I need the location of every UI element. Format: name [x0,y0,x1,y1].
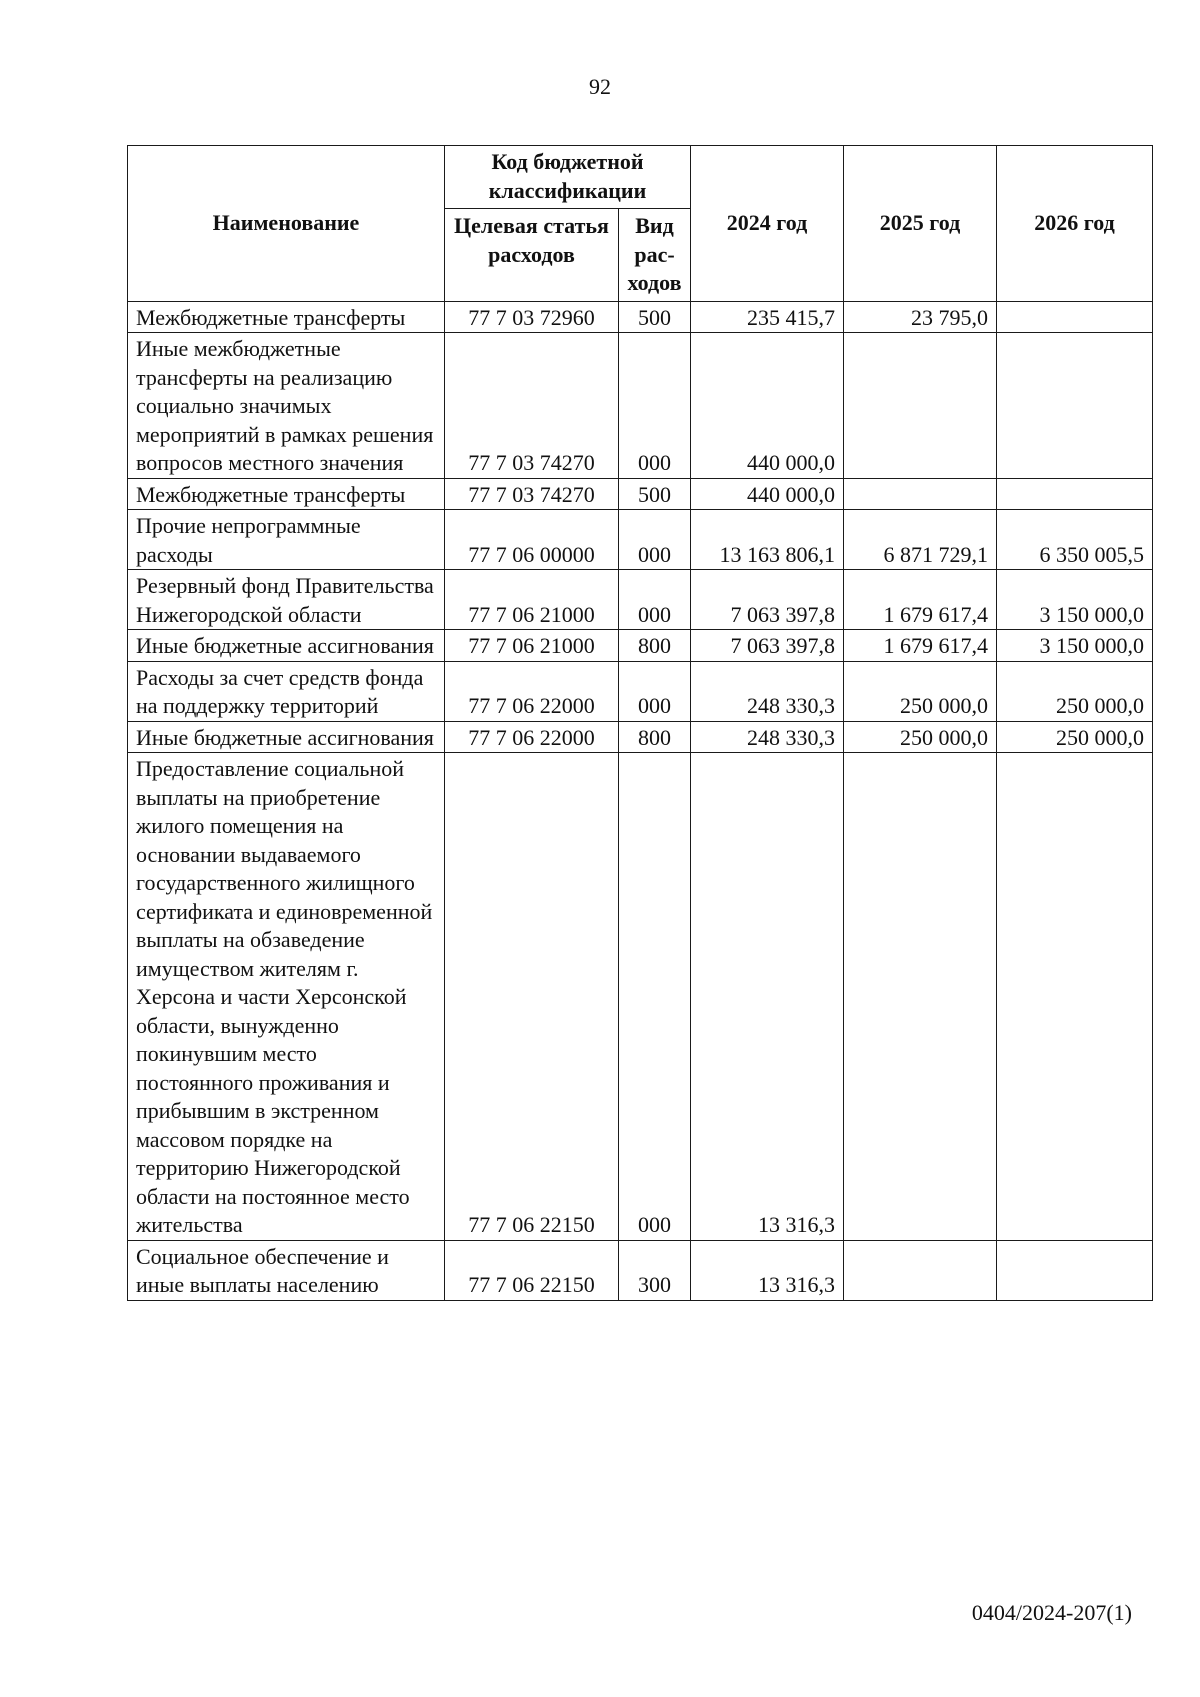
header-kbk-group: Код бюджетной классификации [445,146,691,209]
row-code: 77 7 06 22150 [445,1240,619,1300]
row-kind: 800 [619,630,691,662]
row-name: Предоставление социальной выплаты на приобретение жилого помещения на основании выдаваемого государственного жилищного сертификата и единовременной выплаты на обзаведение имуществом жителям г. Херсона и части Херсонской области, вынужденно покинувшим место постоянного проживания и прибывшим в экстренном массовом порядке на территорию Нижегородской области на постоянное место жительства [128,753,445,1241]
row-2025: 250 000,0 [844,721,997,753]
row-code: 77 7 06 00000 [445,510,619,570]
page-number: 92 [589,74,611,99]
row-name: Межбюджетные трансферты [128,478,445,510]
row-name: Социальное обеспечение и иные выплаты населению [128,1240,445,1300]
header-expense-kind: Вид рас-ходов [619,209,691,302]
row-code: 77 7 06 22150 [445,753,619,1241]
row-2026 [997,1240,1153,1300]
budget-table [127,145,1153,1301]
table-row [128,478,1153,510]
row-code: 77 7 03 74270 [445,333,619,479]
row-name: Иные межбюджетные трансферты на реализацию социально значимых мероприятий в рамках решения вопросов местного значения [128,333,445,479]
row-2025 [844,753,997,1241]
row-2024: 440 000,0 [691,333,844,479]
row-code: 77 7 06 21000 [445,570,619,630]
row-kind: 300 [619,1240,691,1300]
row-2025 [844,478,997,510]
document-code: 0404/2024-207(1) [971,1600,1132,1625]
row-code: 77 7 03 72960 [445,301,619,333]
row-2024: 248 330,3 [691,721,844,753]
row-kind: 000 [619,753,691,1241]
header-name: Наименование [128,146,445,302]
table-row [128,333,1153,479]
row-2024: 440 000,0 [691,478,844,510]
row-name: Резервный фонд Правительства Нижегородской области [128,570,445,630]
row-name: Прочие непрограммные расходы [128,510,445,570]
row-2025: 23 795,0 [844,301,997,333]
row-2024: 235 415,7 [691,301,844,333]
header-2026: 2026 год [997,146,1153,302]
row-2026: 3 150 000,0 [997,570,1153,630]
row-2025 [844,333,997,479]
table-row [128,301,1153,333]
row-2025 [844,1240,997,1300]
row-2026: 250 000,0 [997,721,1153,753]
row-2024: 248 330,3 [691,661,844,721]
row-code: 77 7 06 21000 [445,630,619,662]
row-2026: 6 350 005,5 [997,510,1153,570]
row-2026 [997,333,1153,479]
row-kind: 500 [619,301,691,333]
row-2024: 13 316,3 [691,1240,844,1300]
row-2026: 250 000,0 [997,661,1153,721]
row-kind: 000 [619,510,691,570]
table-row [128,1240,1153,1300]
row-2025: 250 000,0 [844,661,997,721]
row-name: Расходы за счет средств фонда на поддержку территорий [128,661,445,721]
row-2024: 7 063 397,8 [691,630,844,662]
row-kind: 000 [619,661,691,721]
row-name: Иные бюджетные ассигнования [128,630,445,662]
table-row [128,753,1153,1241]
header-2024: 2024 год [691,146,844,302]
row-code: 77 7 03 74270 [445,478,619,510]
row-2026 [997,478,1153,510]
row-2024: 13 163 806,1 [691,510,844,570]
row-2026 [997,301,1153,333]
table-row [128,630,1153,662]
row-2024: 7 063 397,8 [691,570,844,630]
table-row [128,721,1153,753]
row-kind: 800 [619,721,691,753]
row-kind: 500 [619,478,691,510]
row-kind: 000 [619,333,691,479]
header-target-article: Целевая статья расходов [445,209,619,302]
table-row [128,661,1153,721]
row-2025: 1 679 617,4 [844,570,997,630]
row-2024: 13 316,3 [691,753,844,1241]
row-2025: 6 871 729,1 [844,510,997,570]
header-2025: 2025 год [844,146,997,302]
row-kind: 000 [619,570,691,630]
row-2026: 3 150 000,0 [997,630,1153,662]
row-2025: 1 679 617,4 [844,630,997,662]
table-row [128,570,1153,630]
row-code: 77 7 06 22000 [445,661,619,721]
table-header-row [128,146,1153,209]
table-row [128,510,1153,570]
row-2026 [997,753,1153,1241]
row-code: 77 7 06 22000 [445,721,619,753]
row-name: Иные бюджетные ассигнования [128,721,445,753]
row-name: Межбюджетные трансферты [128,301,445,333]
